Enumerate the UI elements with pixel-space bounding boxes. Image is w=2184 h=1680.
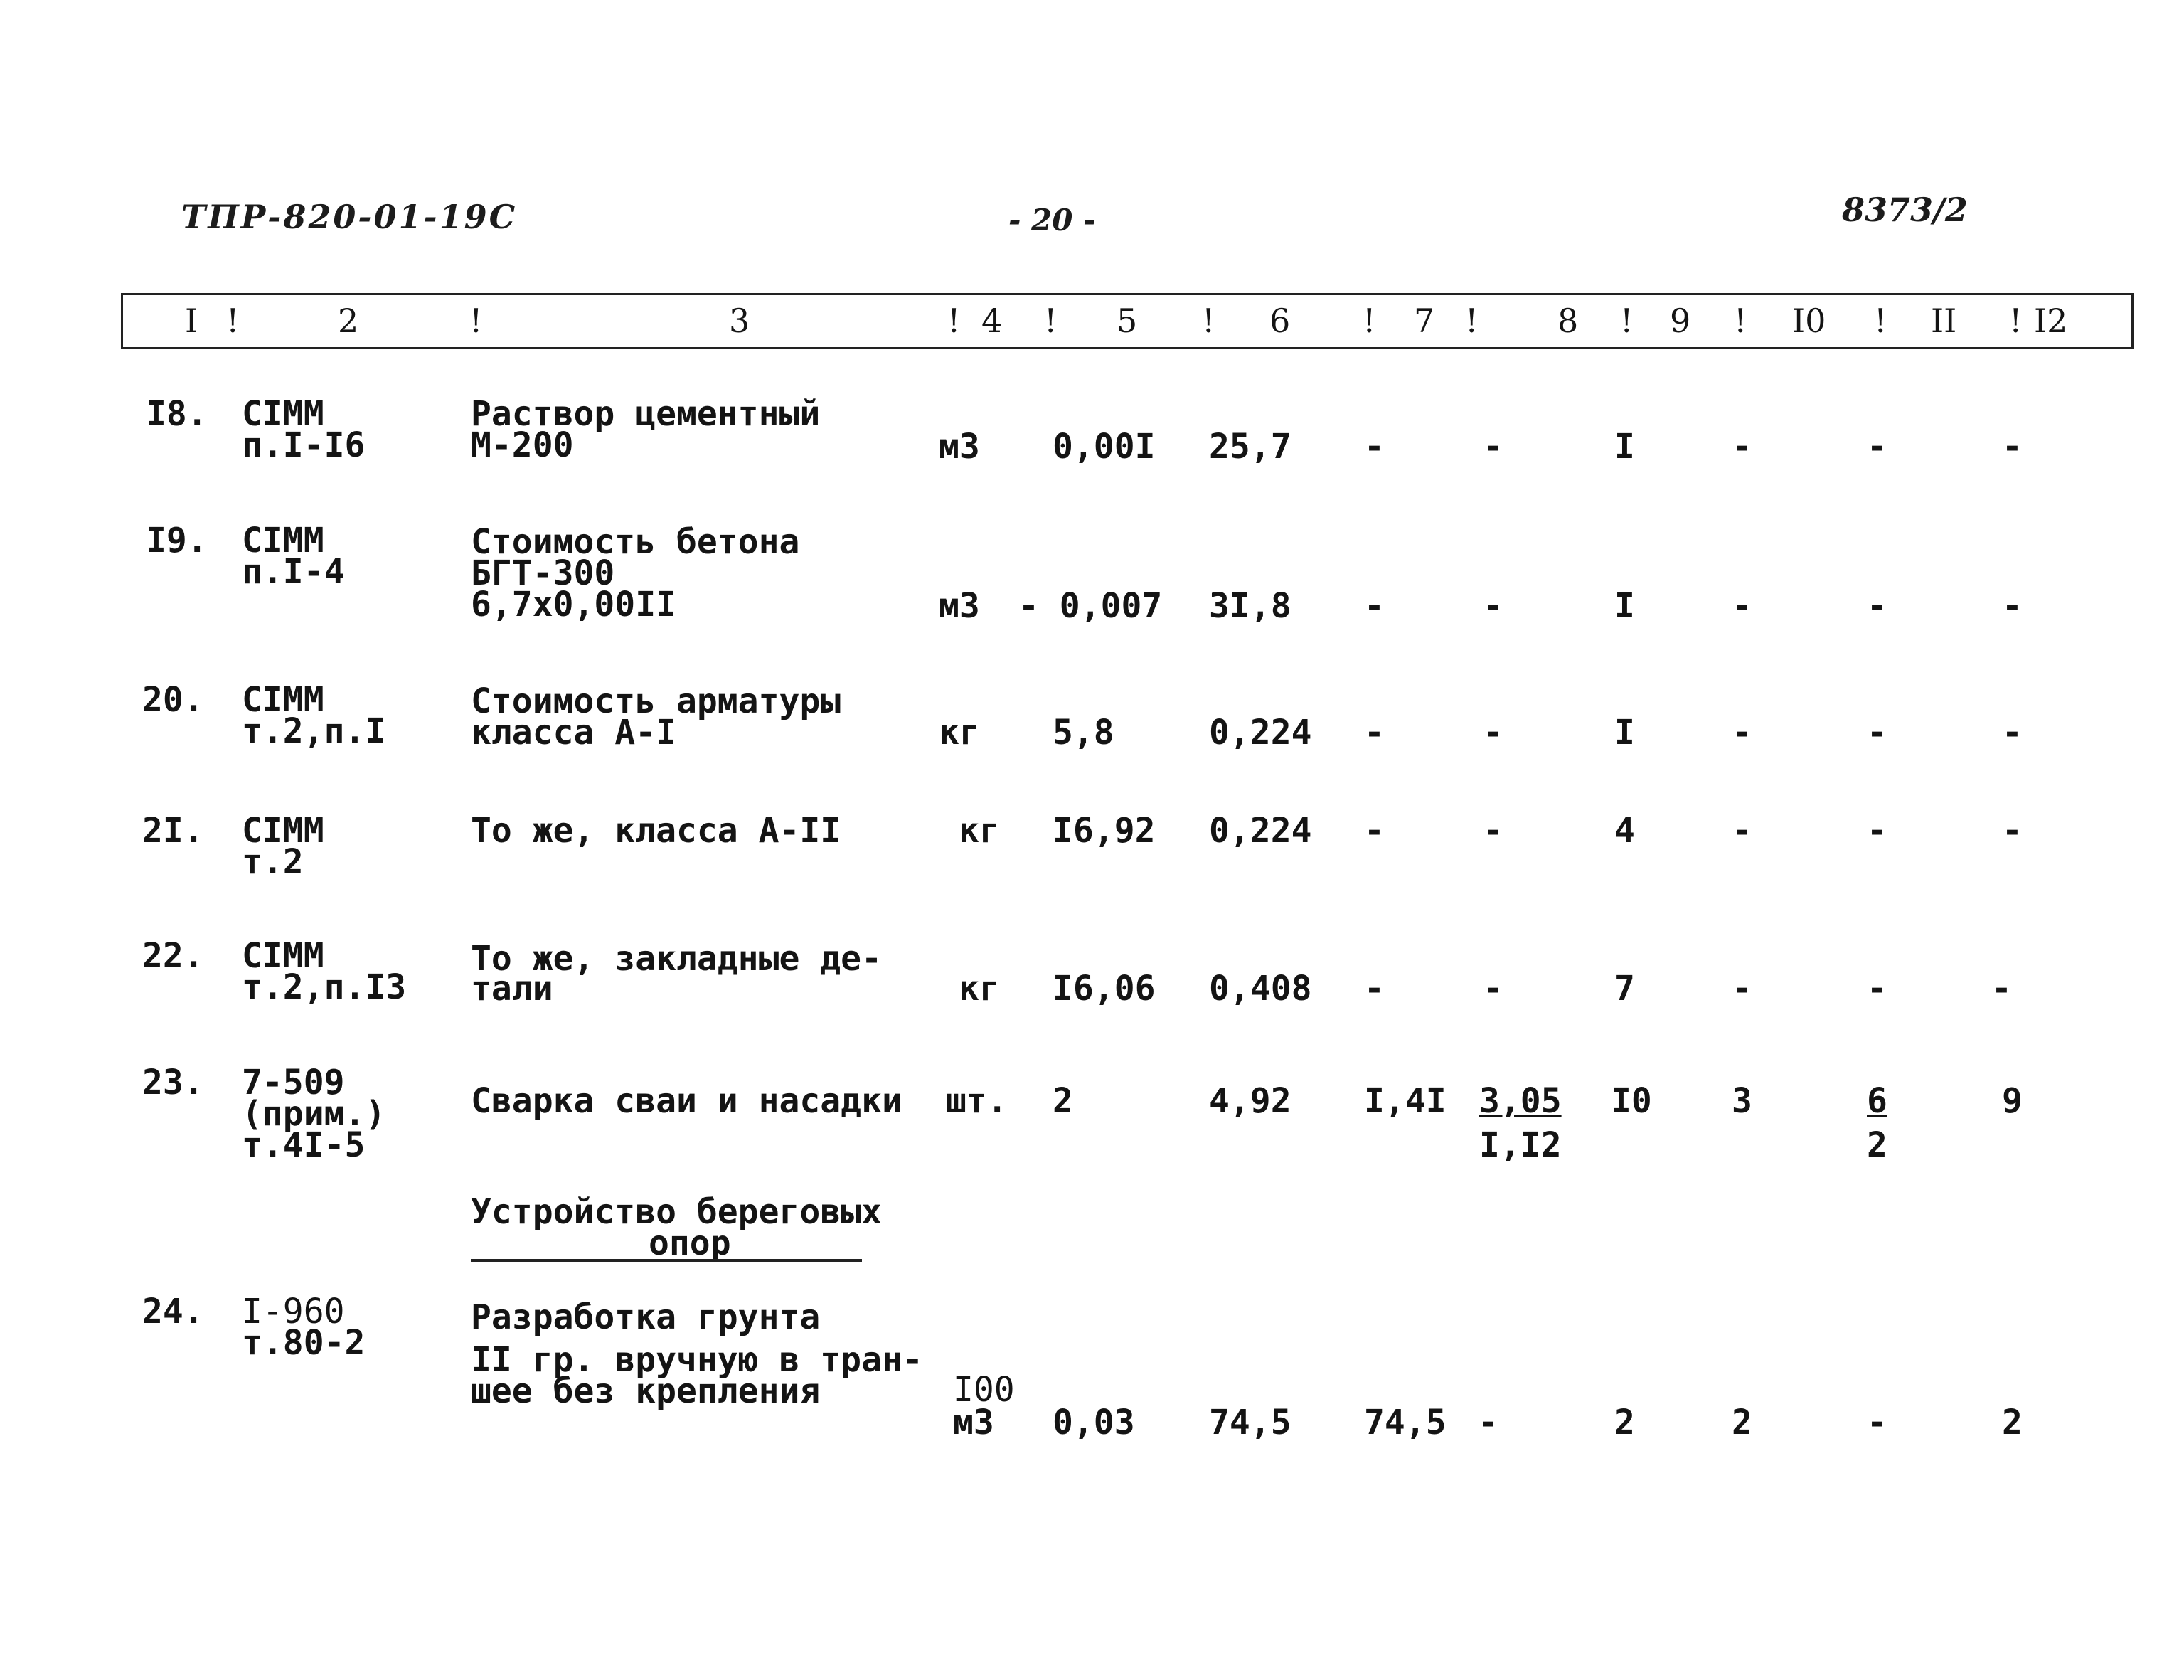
- row-number: 22.: [142, 936, 204, 976]
- row-code: СIММ: [242, 680, 324, 720]
- row-col11: -: [1867, 811, 1887, 851]
- column-header-5: 5: [1117, 302, 1138, 340]
- row-unit: шт.: [946, 1081, 1008, 1121]
- row-col10: 3: [1732, 1081, 1752, 1121]
- row-number: 23.: [142, 1063, 204, 1102]
- row-code: т.80-2: [242, 1323, 366, 1363]
- row-unit: кг: [959, 811, 1000, 851]
- column-header-8: 8: [1557, 302, 1579, 340]
- column-header-bar: [121, 293, 2134, 350]
- row-col9: 2: [1614, 1403, 1635, 1442]
- row-unit: м3: [939, 586, 980, 626]
- column-separator: !: [947, 302, 961, 340]
- row-description: Раствор цементный: [471, 394, 821, 434]
- section-title-line: опор: [649, 1223, 731, 1263]
- section-title-line: Устройство береговых: [471, 1192, 882, 1232]
- row-unit-multiplier: I00: [953, 1370, 1015, 1410]
- row-code: т.2,п.I: [242, 711, 386, 751]
- row-description: То же, закладные де-: [471, 939, 882, 979]
- row-col5: - 0,007: [1018, 586, 1163, 626]
- column-separator: !: [1202, 302, 1215, 340]
- row-description: Разработка грунта: [471, 1297, 821, 1337]
- row-col10: -: [1732, 713, 1752, 753]
- row-description: БГТ-300: [471, 553, 615, 593]
- column-header-3: 3: [729, 302, 750, 340]
- row-col8: -: [1483, 713, 1503, 753]
- row-unit: м3: [953, 1403, 994, 1442]
- header-right-rule: [2131, 293, 2134, 347]
- row-code: I-960: [242, 1292, 345, 1331]
- row-col6: 0,224: [1209, 713, 1312, 753]
- column-header-4: 4: [981, 302, 1003, 340]
- row-col6: 3I,8: [1209, 586, 1291, 626]
- row-col8: -: [1483, 427, 1503, 467]
- column-header-11: II: [1931, 302, 1957, 340]
- column-separator: !: [2009, 302, 2023, 340]
- row-col6: 25,7: [1209, 427, 1291, 467]
- header-left-rule: [121, 293, 123, 347]
- row-description: 6,7х0,00II: [471, 585, 676, 624]
- row-col7: -: [1364, 427, 1385, 467]
- sheet-code: 8373/2: [1842, 191, 1968, 229]
- row-code: п.I-I6: [242, 425, 366, 465]
- row-col10: -: [1732, 586, 1752, 626]
- row-description: То же, класса А-II: [471, 811, 841, 851]
- column-separator: !: [1465, 302, 1479, 340]
- column-separator: !: [1734, 302, 1747, 340]
- row-col7: -: [1364, 811, 1385, 851]
- row-col11: -: [1867, 586, 1887, 626]
- row-col11: -: [1867, 969, 1887, 1009]
- row-code: т.4I-5: [242, 1125, 366, 1165]
- row-col11-numerator: 6: [1867, 1081, 1887, 1121]
- row-number: 2I.: [142, 811, 204, 851]
- row-col7: -: [1364, 713, 1385, 753]
- row-col8: -: [1483, 586, 1503, 626]
- row-col8-numerator: 3,05: [1479, 1081, 1562, 1121]
- row-number: I8.: [146, 394, 208, 434]
- row-col10: -: [1732, 427, 1752, 467]
- row-col12: -: [2002, 713, 2023, 753]
- row-code: т.2,п.I3: [242, 967, 407, 1007]
- row-unit: м3: [939, 427, 980, 467]
- row-col12: 2: [2002, 1403, 2023, 1442]
- row-col10: -: [1732, 811, 1752, 851]
- row-col11: -: [1867, 713, 1887, 753]
- row-col9: I: [1614, 586, 1635, 626]
- row-code: СIММ: [242, 394, 324, 434]
- row-col9: I0: [1611, 1081, 1652, 1121]
- column-separator: !: [1874, 302, 1887, 340]
- page-number: - 20 -: [1008, 203, 1096, 238]
- document-code: ТПР-820-01-19С: [181, 198, 518, 236]
- row-code: СIММ: [242, 811, 324, 851]
- row-col5: 0,03: [1053, 1403, 1135, 1442]
- row-col7: -: [1364, 586, 1385, 626]
- row-col9: 4: [1614, 811, 1635, 851]
- row-code: СIММ: [242, 936, 324, 976]
- row-code: 7-509: [242, 1063, 345, 1102]
- row-col7: 74,5: [1364, 1403, 1447, 1442]
- column-separator: !: [1620, 302, 1634, 340]
- row-col7: I,4I: [1364, 1081, 1447, 1121]
- row-col10: -: [1732, 969, 1752, 1009]
- row-number: 20.: [142, 680, 204, 720]
- row-col8-denominator: I,I2: [1479, 1125, 1562, 1165]
- row-col12: -: [2002, 427, 2023, 467]
- row-description: Стоимость арматуры: [471, 681, 841, 721]
- row-col8: -: [1483, 811, 1503, 851]
- column-header-1: I: [185, 302, 198, 340]
- row-col6: 74,5: [1209, 1403, 1291, 1442]
- column-header-6: 6: [1269, 302, 1291, 340]
- row-description: Стоимость бетона: [471, 522, 800, 562]
- column-separator: !: [469, 302, 483, 340]
- header-bottom-rule: [121, 347, 2134, 349]
- row-code: т.2: [242, 842, 304, 882]
- row-code: п.I-4: [242, 552, 345, 592]
- row-col5: 5,8: [1053, 713, 1114, 753]
- row-col12: -: [1991, 969, 2012, 1009]
- row-description: класса А-I: [471, 713, 676, 753]
- row-col6: 0,408: [1209, 969, 1312, 1009]
- column-separator: !: [226, 302, 240, 340]
- row-unit: кг: [939, 713, 980, 753]
- row-col11: -: [1867, 1403, 1887, 1442]
- section-title-underline: [471, 1259, 862, 1262]
- row-col5: I6,92: [1053, 811, 1156, 851]
- row-col9: I: [1614, 427, 1635, 467]
- column-header-7: 7: [1414, 302, 1435, 340]
- row-number: I9.: [146, 521, 208, 560]
- column-separator: !: [1363, 302, 1376, 340]
- row-code: СIММ: [242, 521, 324, 560]
- row-description: М-200: [471, 425, 574, 465]
- column-header-2: 2: [338, 302, 359, 340]
- row-number: 24.: [142, 1292, 204, 1331]
- row-col11: -: [1867, 427, 1887, 467]
- row-col8: -: [1483, 969, 1503, 1009]
- row-col11-denominator: 2: [1867, 1125, 1887, 1165]
- row-col10: 2: [1732, 1403, 1752, 1442]
- column-header-9: 9: [1670, 302, 1691, 340]
- row-col9: I: [1614, 713, 1635, 753]
- row-col12: 9: [2002, 1081, 2023, 1121]
- row-col8: -: [1478, 1403, 1498, 1442]
- row-description: II гр. вручную в тран-: [471, 1340, 923, 1380]
- row-description: тали: [471, 969, 553, 1009]
- row-code: (прим.): [242, 1094, 386, 1134]
- column-header-12: I2: [2034, 302, 2068, 340]
- row-col12: -: [2002, 586, 2023, 626]
- row-col5: 2: [1053, 1081, 1073, 1121]
- row-description: шее без крепления: [471, 1371, 821, 1411]
- column-separator: !: [1044, 302, 1058, 340]
- header-top-rule: [121, 293, 2134, 295]
- row-description: Сварка сваи и насадки: [471, 1081, 902, 1121]
- row-col9: 7: [1614, 969, 1635, 1009]
- row-col6: 0,224: [1209, 811, 1312, 851]
- row-col5: 0,00I: [1053, 427, 1156, 467]
- row-col6: 4,92: [1209, 1081, 1291, 1121]
- row-unit: кг: [959, 969, 1000, 1009]
- row-col12: -: [2002, 811, 2023, 851]
- row-col5: I6,06: [1053, 969, 1156, 1009]
- column-header-10: I0: [1792, 302, 1826, 340]
- row-col7: -: [1364, 969, 1385, 1009]
